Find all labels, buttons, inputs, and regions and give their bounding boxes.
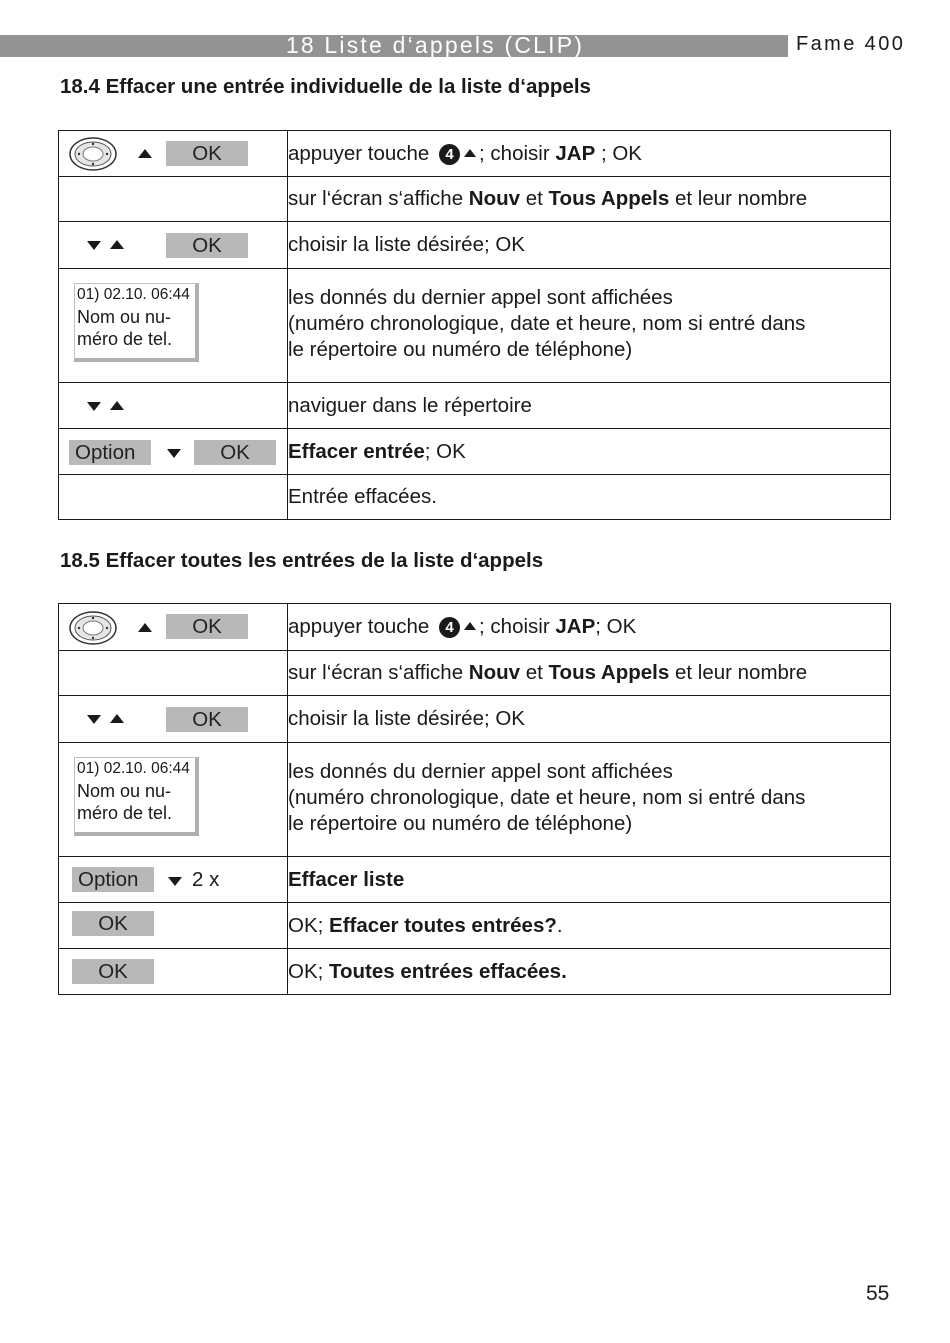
step-row (59, 651, 891, 696)
phone-display: 01) 02.10. 06:44 Nom ou nu- méro de tel. (74, 283, 199, 362)
step-keys (59, 222, 288, 269)
step-row (59, 604, 891, 651)
arrow-down-icon[interactable] (87, 241, 101, 250)
arrow-down-icon[interactable] (87, 402, 101, 411)
step-row (59, 696, 891, 743)
step-keys (59, 604, 288, 651)
step-keys (59, 949, 288, 995)
step-row (59, 857, 891, 903)
step-text: appuyer touche 4 ; choisir JAP ; OK (288, 131, 891, 177)
step-row (59, 131, 891, 177)
step-text: choisir la liste désirée; OK (288, 696, 891, 743)
arrow-up-icon (464, 622, 476, 630)
step-text: OK; Toutes entrées effacées. (288, 949, 891, 995)
arrow-up-icon (464, 149, 476, 157)
step-text: appuyer touche 4 ; choisir JAP; OK (288, 604, 891, 651)
press-count: 2 x (192, 868, 220, 891)
step-keys (59, 696, 288, 743)
step-text: sur l‘écran s‘affiche Nouv et Tous Appels et leur nombre (288, 177, 891, 222)
ok-key[interactable]: OK (194, 440, 276, 465)
step-row (59, 429, 891, 475)
step-row (59, 222, 891, 269)
step-keys (59, 383, 288, 429)
key-4-icon: 4 (439, 144, 460, 165)
ok-key[interactable]: OK (166, 614, 248, 639)
ok-key[interactable]: OK (72, 911, 154, 936)
step-text: naviguer dans le répertoire (288, 383, 891, 429)
page-number: 55 (866, 1282, 890, 1305)
option-key[interactable]: Option (69, 440, 151, 465)
arrow-up-icon[interactable] (110, 714, 124, 723)
option-key[interactable]: Option (72, 867, 154, 892)
step-text: OK; Effacer toutes entrées?. (288, 903, 891, 949)
steps-table-18-5 (58, 603, 891, 995)
chapter-title: 18 Liste d‘appels (CLIP) (285, 32, 585, 58)
ok-key[interactable]: OK (166, 141, 248, 166)
step-row (59, 269, 891, 383)
ok-key[interactable]: OK (166, 707, 248, 732)
arrow-up-icon[interactable] (110, 401, 124, 410)
step-row (59, 383, 891, 429)
step-keys (59, 429, 288, 475)
step-text: choisir la liste désirée; OK (288, 222, 891, 269)
step-text: Effacer liste (288, 857, 891, 903)
steps-table-18-4 (58, 130, 891, 520)
navigation-key-icon[interactable] (69, 611, 117, 645)
section-title-18-5: 18.5 Effacer toutes les entrées de la liste d‘appels (60, 549, 544, 572)
step-keys (59, 131, 288, 177)
section-title-18-4: 18.4 Effacer une entrée individuelle de la liste d‘appels (60, 75, 591, 98)
step-row (59, 475, 891, 520)
key-4-icon: 4 (439, 617, 460, 638)
step-row (59, 743, 891, 857)
arrow-down-icon[interactable] (87, 715, 101, 724)
step-text: les donnés du dernier appel sont affichées (numéro chronologique, date et heure, nom si entré dans le répertoire ou numéro de téléphone) (288, 269, 891, 383)
ok-key[interactable]: OK (72, 959, 154, 984)
phone-display: 01) 02.10. 06:44 Nom ou nu- méro de tel. (74, 757, 199, 836)
arrow-up-icon[interactable] (138, 623, 152, 632)
step-text: sur l‘écran s‘affiche Nouv et Tous Appels et leur nombre (288, 651, 891, 696)
step-text: Entrée effacées. (288, 475, 891, 520)
arrow-up-icon[interactable] (138, 149, 152, 158)
step-keys (59, 269, 288, 383)
step-row (59, 903, 891, 949)
step-text: Effacer entrée; OK (288, 429, 891, 475)
arrow-down-icon[interactable] (168, 877, 182, 886)
step-text: les donnés du dernier appel sont affichées (numéro chronologique, date et heure, nom si entré dans le répertoire ou numéro de téléphone) (288, 743, 891, 857)
step-row (59, 949, 891, 995)
model-name: Fame 400 (796, 33, 906, 55)
navigation-key-icon[interactable] (69, 137, 117, 171)
ok-key[interactable]: OK (166, 233, 248, 258)
step-keys (59, 857, 288, 903)
step-keys (59, 743, 288, 857)
step-keys (59, 903, 288, 949)
arrow-up-icon[interactable] (110, 240, 124, 249)
arrow-down-icon[interactable] (167, 449, 181, 458)
step-row (59, 177, 891, 222)
